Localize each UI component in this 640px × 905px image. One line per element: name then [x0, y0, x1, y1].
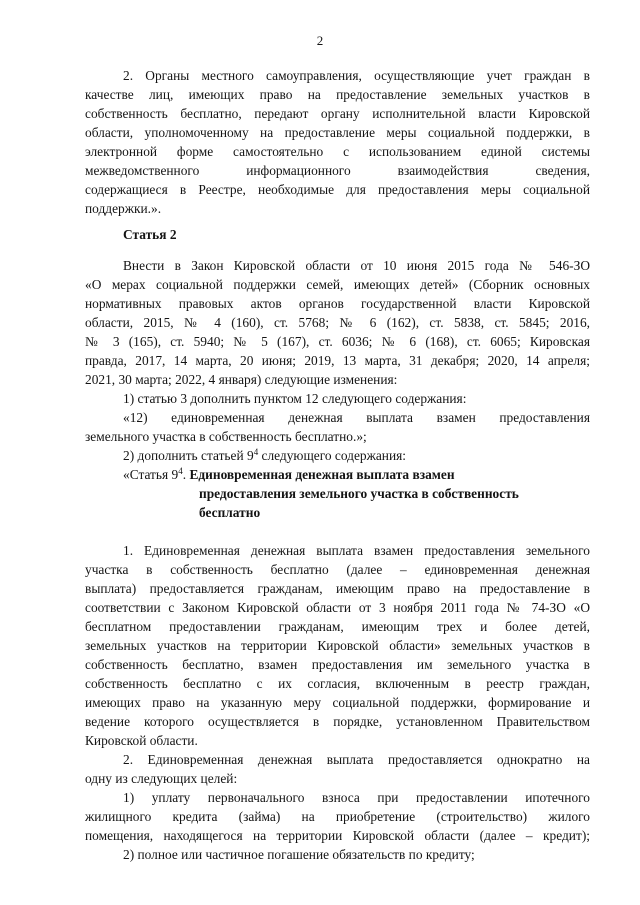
text-line: ведение которого осуществляется в порядке, установленном Правительством [85, 714, 590, 729]
new-article-title-line: предоставления земельного участка в собственность [199, 486, 519, 501]
new-article-title: «Статья $9^4$. Единовременная денежная выплата взамен [123, 466, 455, 482]
text-line: № 3 (165), ст. 5940; № 5 (167), ст. 6036; № 6 (168), ст. 6065; Кировская [85, 334, 590, 349]
list-item: 1) статью 3 дополнить пунктом 12 следующего содержания: [123, 391, 467, 406]
text-line: области, 2015, № 4 (160), ст. 5768; № 6 (162), ст. 5838, ст. 5845; 2016, [85, 315, 590, 330]
text-line: содержащиеся в Реестре, необходимые для предоставления меры социальной [85, 182, 590, 197]
text-line: Внести в Закон Кировской области от 10 июня 2015 года № 546-ЗО [123, 258, 590, 273]
list-item: 2) полное или частичное погашение обязательств по кредиту; [123, 847, 475, 862]
text-line: выплата) предоставляется гражданам, имеющим право на предоставление в [85, 581, 590, 596]
text-line: Кировской области. [85, 733, 198, 748]
text-line: участка в собственность бесплатно (далее – единовременная денежная [85, 562, 590, 577]
text-line: межведомственного информационного взаимодействия сведения, [85, 163, 590, 178]
text-line: 1) уплату первоначального взноса при предоставлении ипотечного [123, 790, 590, 805]
page-number: 2 [316, 33, 324, 48]
article-heading: Статья 2 [123, 227, 177, 242]
text-line: соответствии с Законом Кировской области от 3 ноября 2011 года № 74-ЗО «О [85, 600, 590, 615]
text-line: одну из следующих целей: [85, 771, 238, 786]
text-line: «12) единовременная денежная выплата взамен предоставления [123, 410, 590, 425]
text-line: имеющих право на указанную меру социальной поддержки, формирование и [85, 695, 590, 710]
new-article-title-line: бесплатно [199, 505, 261, 520]
text-line: 2. Органы местного самоуправления, осуществляющие учет граждан в [123, 68, 590, 83]
text-line: 2. Единовременная денежная выплата предоставляется однократно на [123, 752, 590, 767]
text-line: земельных участков на территории Кировской области» земельных участков в [85, 638, 590, 653]
text-line: «О мерах социальной поддержки семей, имеющих детей» (Сборник основных [85, 277, 590, 292]
text-line: собственность бесплатно, передают органу исполнительной власти Кировской [85, 106, 590, 121]
text-line: собственность бесплатно с их согласия, включенным в реестр граждан, [85, 676, 590, 691]
text-line: электронной форме самостоятельно с использованием единой системы [85, 144, 590, 159]
text-line: поддержки.». [85, 201, 162, 216]
text-line: земельного участка в собственность бесплатно.»; [85, 429, 367, 444]
text-line: помещения, находящегося на территории Кировской области (далее – кредит); [85, 828, 590, 843]
text-line: 1. Единовременная денежная выплата взамен предоставления земельного [123, 543, 590, 558]
list-item: 2) дополнить статьей $9^4$ следующего содержания: [123, 447, 407, 463]
text-line: нормативных правовых актов органов государственной власти Кировской [85, 296, 590, 311]
text-line: жилищного кредита (займа) на приобретение (строительство) жилого [85, 809, 590, 824]
text-line: правда, 2017, 14 марта, 20 июня; 2019, 13 марта, 31 декабря; 2020, 14 апреля; [85, 353, 590, 368]
text-line: 2021, 30 марта; 2022, 4 января) следующие изменения: [85, 372, 398, 387]
text-line: качестве лиц, имеющих право на предоставление земельных участков в [85, 87, 590, 102]
text-line: бесплатном предоставлении гражданам, имеющим трех и более детей, [85, 619, 590, 634]
text-line: собственность бесплатно, взамен предоставления им земельного участка в [85, 657, 590, 672]
text-line: области, уполномоченному на предоставление меры социальной поддержки, в [85, 125, 590, 140]
